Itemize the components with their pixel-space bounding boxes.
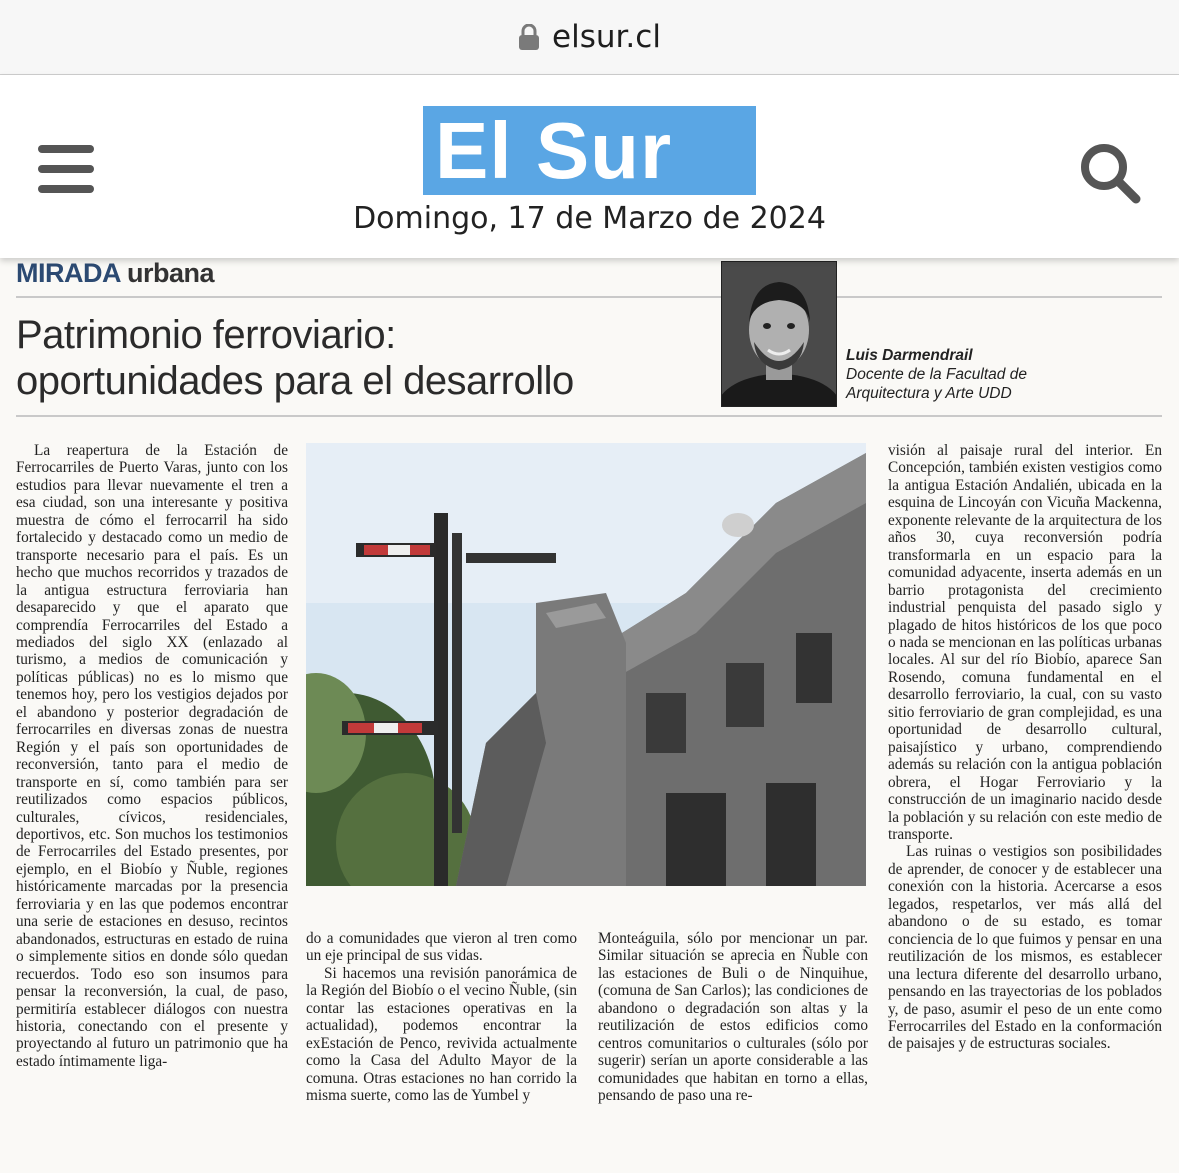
article-photo — [306, 443, 866, 886]
column-4-paragraph-1: visión al paisaje rural del interior. En Concepción, también existen vestigios como la antigua Estación Andalién, ubicada en la esquina de Lincoyán con Vicuña Mackenna, exponente relevante de la arquitectura de los años 30, cuya reconversión podría transformarla en un espacio para la comunidad adyacente, inserta además en un barrio protagonista del crecimiento industrial penquista del pasado siglo y plagado de hitos históricos de los que poco o nada se mencionan en las políticas urbanas locales. Al sur del río Biobío, aparece San Rosendo, comuna fundamental en el desarrollo ferroviario, la cual, con su vasto sitio ferroviario de gran complejidad, es una oportunidad de desarrollo cultural, paisajístico y urbano, comprendiendo además su relación con la antigua población obrera, el Hogar Ferroviario y la construcción de un imaginario nacido desde la población y su relación con este medio de transporte. — [888, 442, 1162, 843]
section-label — [16, 258, 214, 289]
browser-url-bar[interactable] — [0, 0, 1179, 75]
section-label-secondary: urbana — [127, 258, 215, 288]
site-header — [0, 75, 1179, 258]
hamburger-menu-icon[interactable] — [38, 145, 96, 195]
article-column-1 — [16, 442, 288, 1070]
url-text[interactable]: elsur.cl — [552, 19, 661, 55]
search-icon[interactable] — [1078, 141, 1142, 205]
author-role-line-1: Docente de la Facultad de — [846, 366, 1027, 383]
column-2-paragraph-1: do a comunidades que vieron al tren como un eje principal de sus vidas. — [306, 930, 577, 965]
author-role-line-2: Arquitectura y Arte UDD — [846, 385, 1012, 402]
lock-icon — [518, 24, 540, 50]
author-name: Luis Darmendrail — [846, 347, 973, 364]
edition-date: Domingo, 17 de Marzo de 2024 — [353, 201, 826, 236]
top-rule — [16, 296, 1162, 298]
column-3-paragraph: Monteáguila, sólo por mencionar un par. Similar situación se aprecia en Ñuble con las estaciones de Buli o de Ninquihue, (comuna de San Carlos); las condiciones de abandono o degradación son altas y la reutilización de estos edificios como centros comunitarios o culturales (sólo por sugerir) serían un aporte considerable a las comunidades que habitan en torno a ellas, pensando de paso una re- — [598, 930, 868, 1105]
column-4-paragraph-2: Las ruinas o vestigios son posibilidades de aprender, de conocer y de establecer una conexión con la historia. Acercarse a esos legados, respetarlos, ver más allá del abandono o de su estado, es tomar conciencia de lo que fuimos y pensar en una reutilización de los mismos, es establecer una lectura diferente del desarrollo urbano, pensando en las trayectorias de los poblados y, de paso, asumir el peso de un ente como Ferrocarriles del Estado en la conformación de paisajes y de estructuras sociales. — [888, 843, 1162, 1053]
author-portrait — [721, 261, 837, 407]
site-logo[interactable]: El Sur — [423, 106, 756, 195]
newspaper-clipping — [0, 258, 1179, 1173]
article-column-4 — [888, 442, 1162, 1053]
headline — [16, 312, 696, 404]
headline-line-1: Patrimonio ferroviario: — [16, 313, 396, 357]
column-1-paragraph: La reapertura de la Estación de Ferrocarriles de Puerto Varas, junto con los estudios para llevar nuevamente el tren a esa ciudad, son una interesante y positiva muestra de cómo el ferrocarril ha sido fortalecido y destacado como un medio de transporte necesario para el país. Es un hecho que muchos recorridos y trazados de la antigua estructura ferroviaria han desaparecido y que el aparato que comprendía Ferrocarriles del Estado a mediados del siglo XX (enlazado al turismo, a medios de comunicación y políticas públicas) no es lo mismo que tenemos hoy, pero los vestigios dejados por el abandono y posterior degradación de ferrocarriles en diversas zonas de nuestra Región y el país son oportunidades de reconversión, tanto para el medio de transporte en sí, como también para ser reutilizados como espacios públicos, culturales, cívicos, residenciales, deportivos, etc. Son muchos los testimonios de Ferrocarriles del Estado presentes, por ejemplo, en el Biobío y Ñuble, regiones históricamente marcadas por la presencia ferroviaria y en las que podemos encontrar una serie de estaciones en desuso, recintos abandonados, estructuras en estado de ruina o simplemente sitios en donde sólo quedan recuerdos. Todo eso son insumos para pensar la reconversión, la cual, de paso, permitiría establecer diálogos con nuestra historia, conectando con el presente y proyectando al futuro un patrimonio que ha estado íntimamente liga- — [16, 442, 288, 1070]
headline-line-2: oportunidades para el desarrollo — [16, 359, 574, 403]
column-2-paragraph-2: Si hacemos una revisión panorámica de la Región del Biobío o el vecino Ñuble, (sin contar las estaciones operativas en la actualidad), podemos encontrar la exEstación de Penco, revivida actualmente como la Casa del Adulto Mayor de la comuna. Otras estaciones no han corrido la misma suerte, como las de Yumbel y — [306, 964, 577, 1105]
author-byline — [846, 346, 1027, 403]
article-column-3 — [598, 930, 868, 1105]
article-column-2 — [306, 930, 577, 1105]
section-label-primary: MIRADA — [16, 258, 120, 288]
headline-rule — [16, 415, 1162, 417]
